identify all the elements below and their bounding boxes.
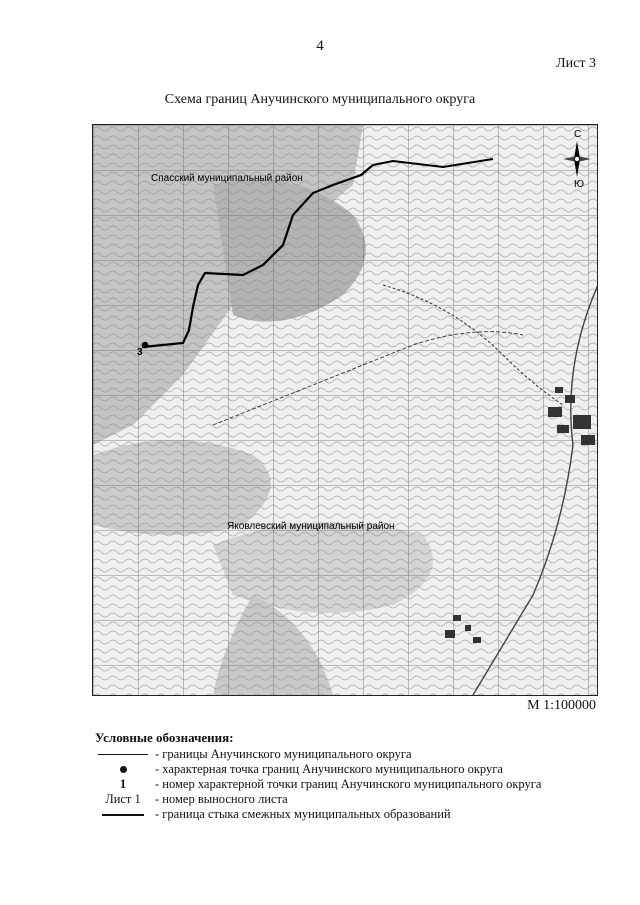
legend-item-sheet xyxy=(95,792,541,807)
page-number: 4 xyxy=(316,38,324,54)
coordinate-grid xyxy=(93,125,597,695)
thick-line-symbol xyxy=(102,814,144,816)
boundary-point-number: 3 xyxy=(137,347,143,358)
legend xyxy=(95,730,541,822)
legend-item-point-number xyxy=(95,777,541,792)
map-scale: М 1:100000 xyxy=(527,698,596,713)
compass-south-label: Ю xyxy=(574,179,585,190)
number-symbol: 1 xyxy=(119,777,127,791)
dot-symbol xyxy=(120,766,127,773)
compass-north-label: С xyxy=(574,129,582,140)
region-label-spassky: Спасский муниципальный район xyxy=(151,173,303,184)
legend-item-point xyxy=(95,762,541,777)
legend-item-boundary xyxy=(95,747,541,762)
map-canvas xyxy=(93,125,597,695)
legend-title: Условные обозначения: xyxy=(95,730,234,745)
legend-item-text: - границы Анучинского муниципального округа xyxy=(155,747,412,761)
map-title: Схема границ Анучинского муниципального округа xyxy=(164,92,476,107)
sheet-label: Лист 3 xyxy=(556,56,596,71)
legend-item-text: - характерная точка границ Анучинского муниципального округа xyxy=(155,762,503,776)
legend-item-text: - номер выносного листа xyxy=(155,792,288,806)
boundary-point-dot xyxy=(142,342,149,349)
topographic-map xyxy=(92,124,598,696)
region-label-yakovlevsky: Яковлевский муниципальный район xyxy=(227,521,395,532)
legend-item-text: - номер характерной точки границ Анучинского муниципального округа xyxy=(155,777,542,791)
legend-item-junction xyxy=(95,807,541,822)
sheet-symbol: Лист 1 xyxy=(105,792,141,806)
thin-line-symbol xyxy=(98,754,148,755)
legend-item-text: - граница стыка смежных муниципальных образований xyxy=(155,807,451,821)
